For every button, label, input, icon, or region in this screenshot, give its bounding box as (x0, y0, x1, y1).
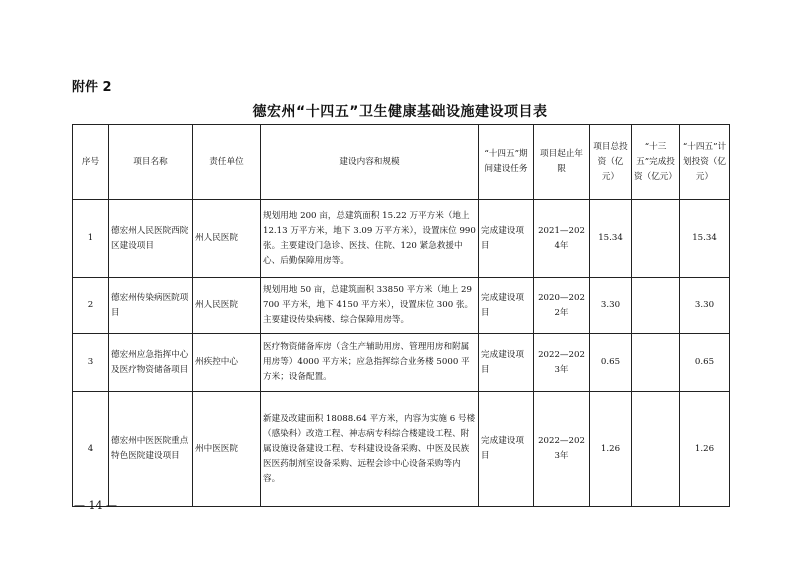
cell-content: 医疗物资储备库房（含生产辅助用房、管理用房和附属用房等）4000 平方米；应急指挥综合业务楼 5000 平方米；设备配置。 (261, 334, 479, 392)
cell-responsible-unit: 州人民医院 (193, 278, 261, 334)
header-no: 序号 (73, 125, 109, 200)
cell-project-name: 德宏州中医医院重点特色医院建设项目 (109, 392, 193, 507)
cell-13th-investment (632, 334, 680, 392)
cell-14th-investment: 15.34 (680, 200, 730, 278)
cell-14th-investment: 0.65 (680, 334, 730, 392)
attachment-label: 附件 2 (72, 80, 112, 95)
header-14th-investment: “十四五”计划投资（亿元） (680, 125, 730, 200)
page-number: — 14 — (74, 499, 117, 512)
cell-period: 2020—2022年 (534, 278, 590, 334)
cell-13th-investment (632, 278, 680, 334)
document-title: 德宏州“十四五”卫生健康基础设施建设项目表 (252, 104, 548, 120)
table-row (73, 200, 730, 278)
cell-period: 2021—2024年 (534, 200, 590, 278)
cell-content: 规划用地 50 亩，总建筑面积 33850 平方米（地上 29700 平方米，地下 4150 平方米），设置床位 300 张。主要建设传染病楼、综合保障用房等。 (261, 278, 479, 334)
header-13th-investment: “十三五”完成投资（亿元） (632, 125, 680, 200)
cell-no: 1 (73, 200, 109, 278)
cell-project-name: 德宏州应急指挥中心及医疗物资储备项目 (109, 334, 193, 392)
cell-responsible-unit: 州疾控中心 (193, 334, 261, 392)
cell-no: 2 (73, 278, 109, 334)
cell-14th-investment: 1.26 (680, 392, 730, 507)
cell-total-investment: 1.26 (590, 392, 632, 507)
header-content-scale: 建设内容和规模 (261, 125, 479, 200)
header-period: 项目起止年限 (534, 125, 590, 200)
table-row (73, 334, 730, 392)
header-responsible-unit: 责任单位 (193, 125, 261, 200)
header-total-investment: 项目总投资（亿元） (590, 125, 632, 200)
cell-total-investment: 3.30 (590, 278, 632, 334)
table-row (73, 278, 730, 334)
cell-project-name: 德宏州人民医院西院区建设项目 (109, 200, 193, 278)
cell-total-investment: 0.65 (590, 334, 632, 392)
cell-period: 2022—2023年 (534, 392, 590, 507)
cell-task: 完成建设项目 (479, 334, 534, 392)
cell-period: 2022—2023年 (534, 334, 590, 392)
cell-14th-investment: 3.30 (680, 278, 730, 334)
cell-task: 完成建设项目 (479, 278, 534, 334)
cell-project-name: 德宏州传染病医院项目 (109, 278, 193, 334)
table-header-row (73, 125, 730, 200)
cell-responsible-unit: 州人民医院 (193, 200, 261, 278)
header-task: “十四五”期间建设任务 (479, 125, 534, 200)
cell-total-investment: 15.34 (590, 200, 632, 278)
cell-task: 完成建设项目 (479, 392, 534, 507)
cell-responsible-unit: 州中医医院 (193, 392, 261, 507)
cell-no: 3 (73, 334, 109, 392)
cell-content: 规划用地 200 亩，总建筑面积 15.22 万平方米（地上 12.13 万平方米，地下 3.09 万平方米），设置床位 990 张。主要建设门急诊、医技、住院、120 紧急救援中心、后勤保障用房等。 (261, 200, 479, 278)
cell-13th-investment (632, 392, 680, 507)
cell-no: 4 (73, 392, 109, 507)
project-table (72, 124, 730, 507)
cell-content: 新建及改建面积 18088.64 平方米，内容为实施 6 号楼（感染科）改造工程、神志病专科综合楼建设工程、附属设施设备建设工程、专科建设设备采购、中医及民族医医药制剂室设备采购、远程会诊中心设备采购等内容。 (261, 392, 479, 507)
header-project-name: 项目名称 (109, 125, 193, 200)
cell-task: 完成建设项目 (479, 200, 534, 278)
table-row (73, 392, 730, 507)
cell-13th-investment (632, 200, 680, 278)
